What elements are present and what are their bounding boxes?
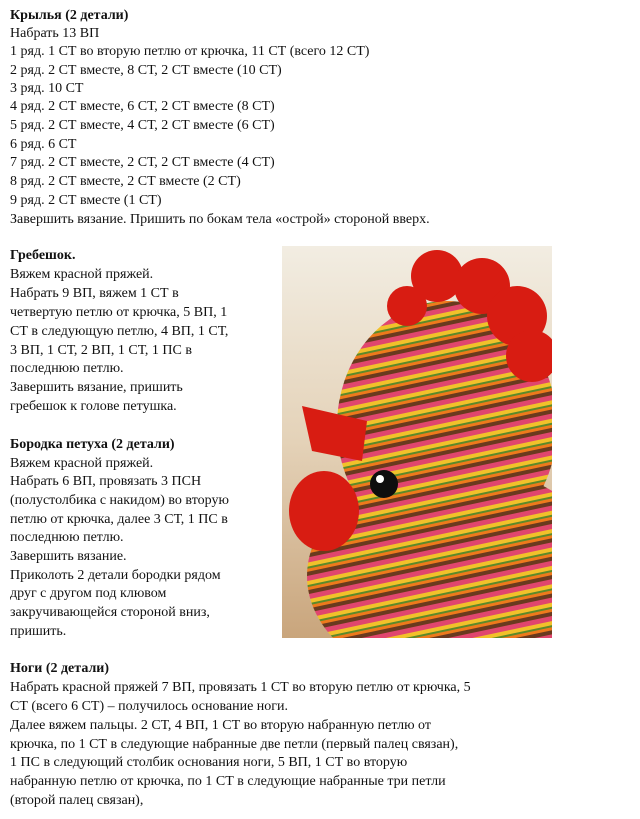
wings-line: 6 ряд. 6 СТ bbox=[10, 137, 77, 152]
rooster-wattle bbox=[289, 471, 359, 551]
comb-line: гребешок к голове петушка. bbox=[10, 399, 177, 414]
wings-line: 2 ряд. 2 СТ вместе, 8 СТ, 2 СТ вместе (10 СТ) bbox=[10, 63, 282, 78]
beard-line: Вяжем красной пряжей. bbox=[10, 456, 154, 471]
legs-line: 1 ПС в следующий столбик основания ноги, 5 ВП, 1 СТ во вторую bbox=[10, 755, 408, 770]
legs-line: (второй палец связан), bbox=[10, 793, 144, 808]
comb-line: последнюю петлю. bbox=[10, 361, 124, 376]
wings-line: Завершить вязание. Пришить по бокам тела «острой» стороной вверх. bbox=[10, 212, 430, 227]
comb-line: Вяжем красной пряжей. bbox=[10, 267, 154, 282]
comb-line: СТ в следующую петлю, 4 ВП, 1 СТ, bbox=[10, 324, 229, 339]
rooster-photo bbox=[282, 246, 552, 638]
comb-line: Набрать 9 ВП, вяжем 1 СТ в bbox=[10, 286, 179, 301]
wings-title: Крылья (2 детали) bbox=[10, 8, 129, 23]
beard-line: Завершить вязание. bbox=[10, 549, 127, 564]
beard-line: (полустолбика с накидом) во вторую bbox=[10, 493, 229, 508]
rooster-eye bbox=[370, 470, 398, 498]
comb-line: четвертую петлю от крючка, 5 ВП, 1 bbox=[10, 305, 228, 320]
legs-line: Набрать красной пряжей 7 ВП, провязать 1 СТ во вторую петлю от крючка, 5 bbox=[10, 680, 471, 695]
wings-line: Набрать 13 ВП bbox=[10, 26, 100, 41]
comb-line: 3 ВП, 1 СТ, 2 ВП, 1 СТ, 1 ПС в bbox=[10, 343, 192, 358]
legs-line: крючка, по 1 СТ в следующие набранные две петли (первый палец связан), bbox=[10, 737, 459, 752]
beard-line: последнюю петлю. bbox=[10, 530, 124, 545]
beard-line: друг с другом под клювом bbox=[10, 586, 167, 601]
beard-line: Набрать 6 ВП, провязать 3 ПСН bbox=[10, 474, 202, 489]
beard-title: Бородка петуха (2 детали) bbox=[10, 437, 175, 452]
rooster-eye-highlight bbox=[376, 475, 384, 483]
wings-line: 5 ряд. 2 СТ вместе, 4 СТ, 2 СТ вместе (6 СТ) bbox=[10, 118, 275, 133]
legs-title: Ноги (2 детали) bbox=[10, 661, 110, 676]
wings-line: 4 ряд. 2 СТ вместе, 6 СТ, 2 СТ вместе (8 СТ) bbox=[10, 99, 275, 114]
wings-line: 3 ряд. 10 СТ bbox=[10, 81, 84, 96]
rooster-illustration bbox=[282, 246, 552, 638]
legs-line: Далее вяжем пальцы. 2 СТ, 4 ВП, 1 СТ во вторую набранную петлю от bbox=[10, 718, 431, 733]
beard-line: пришить. bbox=[10, 624, 67, 639]
yarn-fill bbox=[387, 286, 427, 326]
wings-line: 7 ряд. 2 СТ вместе, 2 СТ, 2 СТ вместе (4 СТ) bbox=[10, 155, 275, 170]
wings-line: 1 ряд. 1 СТ во вторую петлю от крючка, 11 СТ (всего 12 СТ) bbox=[10, 44, 370, 59]
beard-line: Приколоть 2 детали бородки рядом bbox=[10, 568, 221, 583]
beard-line: петлю от крючка, далее 3 СТ, 1 ПС в bbox=[10, 512, 228, 527]
legs-line: СТ (всего 6 СТ) – получилось основание ноги. bbox=[10, 699, 289, 714]
comb-line: Завершить вязание, пришить bbox=[10, 380, 183, 395]
wings-line: 8 ряд. 2 СТ вместе, 2 СТ вместе (2 СТ) bbox=[10, 174, 241, 189]
beard-line: закручивающейся стороной вниз, bbox=[10, 605, 210, 620]
wings-line: 9 ряд. 2 СТ вместе (1 СТ) bbox=[10, 193, 162, 208]
legs-line: набранную петлю от крючка, по 1 СТ в следующие набранные три петли bbox=[10, 774, 446, 789]
comb-title: Гребешок. bbox=[10, 248, 76, 263]
